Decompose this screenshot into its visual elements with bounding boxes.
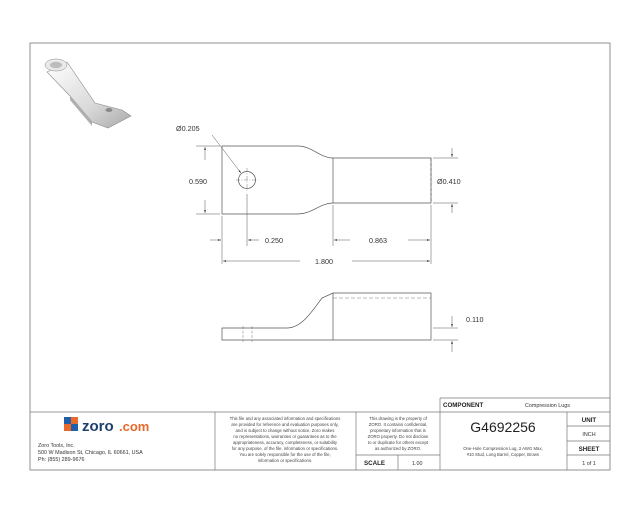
dim-barrel-length: 0.863 xyxy=(369,236,387,245)
component-label: COMPONENT xyxy=(443,402,484,409)
disclaimer-text xyxy=(230,416,341,463)
dim-tongue-thickness: 0.110 xyxy=(466,315,484,324)
property-notice xyxy=(368,416,429,451)
svg-text:ZORO. It contains confidential: ZORO. It contains confidential, xyxy=(368,422,428,427)
svg-text:This drawing is the property o: This drawing is the property of xyxy=(369,416,427,421)
company-phone: Ph: (855) 289-9676 xyxy=(38,457,85,463)
sheet-label: SHEET xyxy=(578,446,600,453)
svg-text:You are solely responsible for: You are solely responsible for the use of the file, xyxy=(239,452,331,457)
scale-value: 1.00 xyxy=(412,461,423,467)
svg-text:no representations, warranties: no representations, warranties or guarantees as to the xyxy=(233,434,337,439)
svg-text:proprietary information that i: proprietary information that is xyxy=(370,428,426,433)
component-value: Compression Lugs xyxy=(525,403,570,409)
part-number: G4692256 xyxy=(470,419,536,435)
side-view xyxy=(222,293,431,342)
top-view xyxy=(222,146,431,214)
dim-hole-diameter: Ø0.205 xyxy=(176,124,200,133)
dim-overall-length: 1.800 xyxy=(315,257,333,266)
logo-suffix: .com xyxy=(119,419,150,434)
sheet-value: 1 of 1 xyxy=(582,461,596,467)
zoro-logo xyxy=(64,417,149,435)
dim-barrel-diameter: Ø0.410 xyxy=(437,177,461,186)
svg-text:This file and any associated i: This file and any associated information and specifications xyxy=(229,416,341,421)
company-name: Zoro Tools, Inc. xyxy=(38,443,75,449)
logo-text: zoro xyxy=(82,418,114,435)
part-description-line-2: #10 Stud, Long Barrel, Copper, Brown xyxy=(466,452,540,457)
isometric-view xyxy=(45,59,131,128)
dim-hole-offset: 0.250 xyxy=(265,236,283,245)
svg-text:as authorized by ZORO.: as authorized by ZORO. xyxy=(374,446,422,451)
svg-text:to or duplicate for others exc: to or duplicate for others except xyxy=(367,440,429,445)
scale-label: SCALE xyxy=(364,460,385,467)
dim-width: 0.590 xyxy=(189,177,207,186)
svg-text:information or specifications.: information or specifications. xyxy=(257,458,313,463)
unit-value: INCH xyxy=(582,432,596,438)
svg-text:appropriateness, accuracy, com: appropriateness, accuracy, completeness, or suitability xyxy=(232,440,338,445)
svg-text:and is subject to change witho: and is subject to change without notice. Zoro makes xyxy=(235,428,335,433)
unit-label: UNIT xyxy=(581,417,597,424)
svg-text:are provided for reference and: are provided for reference and evaluation purposes only, xyxy=(231,422,339,427)
svg-text:for any purpose, of the file,: for any purpose, of the file, information or specifications. xyxy=(231,446,339,451)
dimension-lines xyxy=(196,135,458,264)
thickness-dimension xyxy=(433,316,458,352)
svg-text:ZORO property. Do not disclose: ZORO property. Do not disclose xyxy=(367,434,429,439)
part-description-line-1: One-Hole Compression Lug, 2 AWG Max, xyxy=(463,446,543,451)
company-address: 500 W Madison St, Chicago, IL 60661, USA xyxy=(38,450,143,456)
